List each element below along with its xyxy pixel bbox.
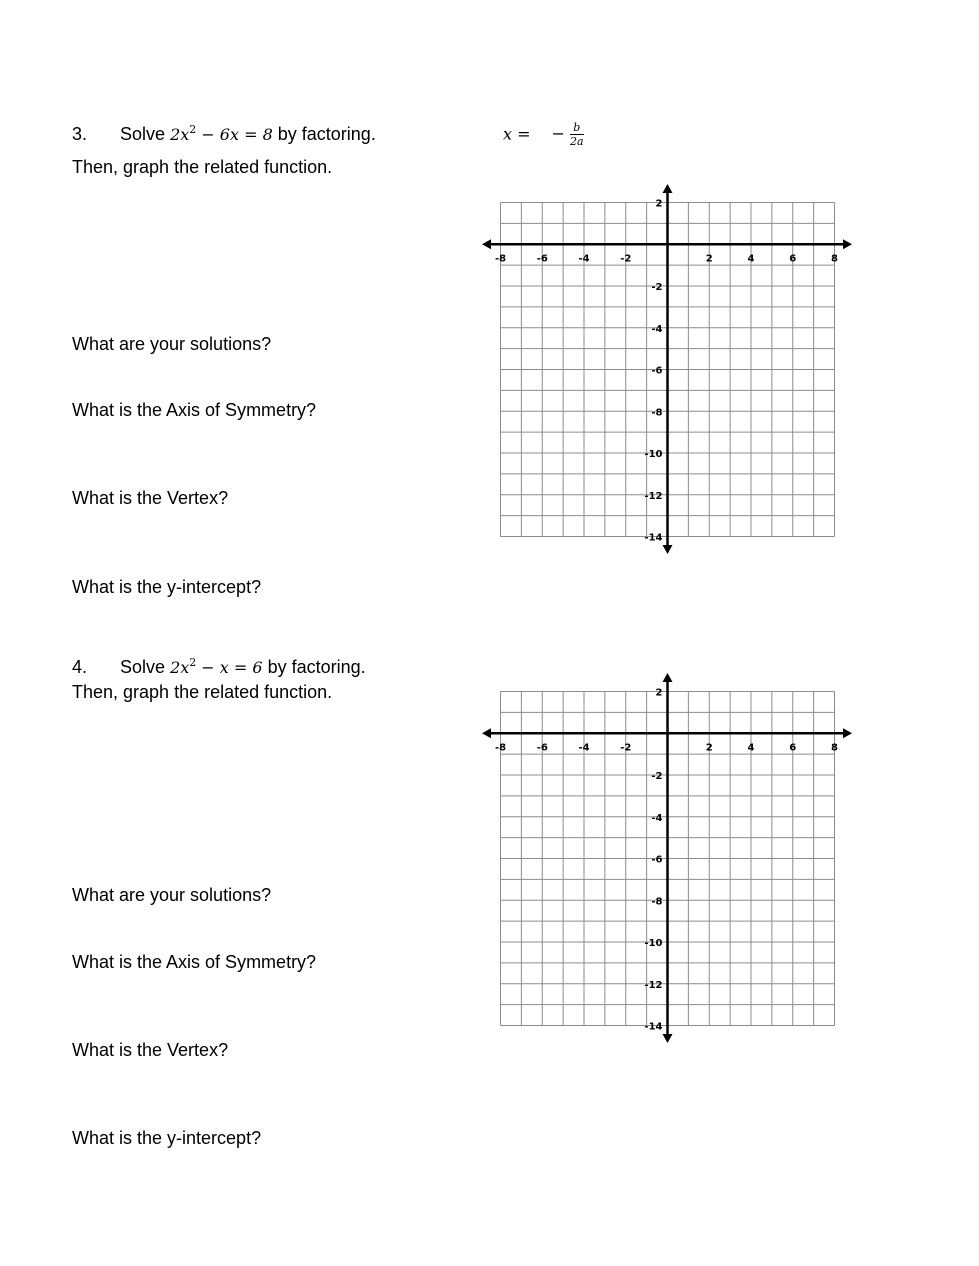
x-tick-label: 4	[747, 253, 755, 265]
x-tick-label: -8	[494, 742, 507, 754]
y-tick-label: -14	[644, 1021, 663, 1033]
solve-label: Solve	[120, 657, 166, 677]
y-axis-up-arrow-icon	[663, 673, 673, 682]
instruction-text: Then, graph the related function.	[72, 682, 333, 702]
by-factoring: by factoring.	[277, 124, 376, 144]
equation-term: 2x	[170, 658, 190, 677]
y-tick-label: -4	[651, 812, 663, 824]
y-tick-label: -10	[644, 449, 663, 460]
x-tick-label: 2	[705, 742, 713, 754]
y-tick-label: -6	[651, 854, 663, 866]
y-tick-label: -2	[651, 771, 663, 782]
x-tick-label: -4	[578, 742, 590, 754]
y-tick-label: -12	[644, 979, 663, 991]
y-axis-down-arrow-icon	[663, 1034, 673, 1043]
question-vertex: What is the Vertex?	[72, 488, 229, 508]
x-tick-label: -4	[578, 253, 590, 265]
denominator: 2a	[569, 135, 584, 148]
numerator: b	[570, 121, 584, 135]
y-tick-label: 2	[655, 198, 663, 210]
problem-3-statement	[72, 123, 376, 145]
x-tick-label: 6	[789, 742, 797, 754]
x-tick-label: -2	[620, 742, 632, 754]
y-tick-label: -8	[651, 407, 663, 419]
problem-number: 3.	[72, 124, 88, 144]
equation-term: 2x	[170, 125, 190, 144]
x-axis-right-arrow-icon	[843, 239, 852, 249]
axis-formula	[503, 121, 584, 148]
y-tick-label: -10	[644, 938, 663, 949]
y-tick-label: -2	[651, 282, 663, 293]
y-tick-label: -8	[651, 896, 663, 908]
x-tick-label: 8	[831, 253, 838, 265]
problem-number: 4.	[72, 657, 88, 677]
equation-exponent: 2	[189, 656, 197, 669]
y-tick-label: -4	[651, 323, 663, 335]
problem-4-statement	[72, 656, 366, 678]
instruction-text: Then, graph the related function.	[72, 157, 333, 177]
question-y-intercept: What is the y-intercept?	[72, 1128, 262, 1148]
question-vertex: What is the Vertex?	[72, 1040, 229, 1060]
formula-minus: −	[551, 124, 565, 144]
x-tick-label: 6	[789, 253, 797, 265]
by-factoring: by factoring.	[267, 657, 366, 677]
x-axis-left-arrow-icon	[482, 239, 491, 249]
question-solutions: What are your solutions?	[72, 334, 272, 354]
equation-rest: − x = 6	[201, 658, 263, 677]
x-tick-label: -8	[494, 253, 507, 265]
equation-rest: − 6x = 8	[201, 125, 273, 144]
question-axis: What is the Axis of Symmetry?	[72, 400, 317, 420]
equation-exponent: 2	[189, 123, 197, 136]
formula-fraction	[570, 121, 584, 148]
x-tick-label: 2	[705, 253, 713, 265]
y-axis-down-arrow-icon	[663, 545, 673, 554]
x-tick-label: -6	[536, 253, 548, 265]
x-tick-label: -2	[620, 253, 632, 265]
coordinate-grid-3[interactable]	[494, 198, 838, 544]
formula-lhs: x =	[503, 124, 531, 144]
y-tick-label: -12	[644, 490, 663, 502]
y-tick-label: 2	[655, 687, 663, 699]
question-axis: What is the Axis of Symmetry?	[72, 952, 317, 972]
x-axis-right-arrow-icon	[843, 728, 852, 738]
coordinate-grid-4[interactable]	[494, 687, 838, 1033]
x-axis-left-arrow-icon	[482, 728, 491, 738]
solve-label: Solve	[120, 124, 166, 144]
y-axis-up-arrow-icon	[663, 184, 673, 193]
question-y-intercept: What is the y-intercept?	[72, 577, 262, 597]
y-tick-label: -6	[651, 365, 663, 377]
x-tick-label: -6	[536, 742, 548, 754]
y-tick-label: -14	[644, 532, 663, 544]
x-tick-label: 8	[831, 742, 838, 754]
question-solutions: What are your solutions?	[72, 885, 272, 905]
x-tick-label: 4	[747, 742, 755, 754]
